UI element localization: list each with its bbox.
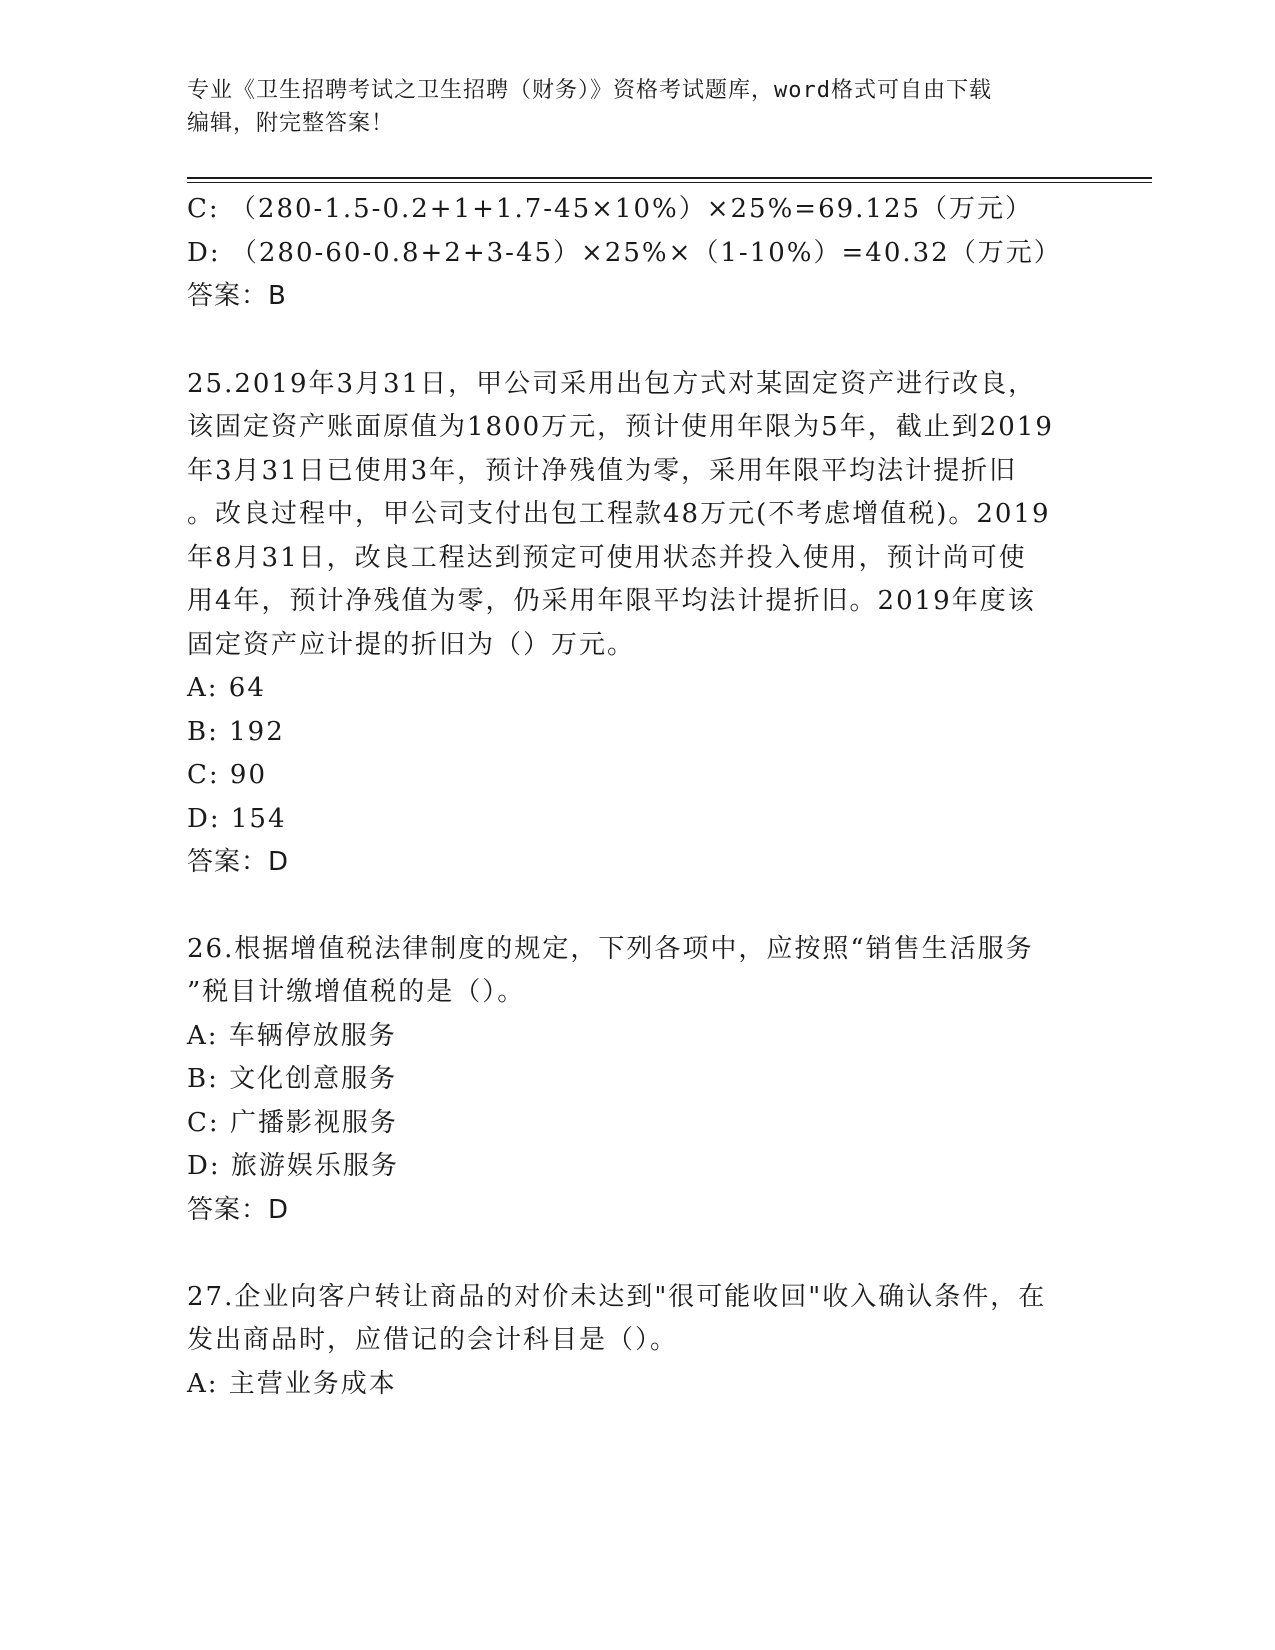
document-header (187, 74, 1067, 140)
question-27-line: 27.企业向客户转让商品的对价未达到"很可能收回"收入确认条件，在 (187, 1282, 1047, 1312)
option-c: C: （280-1.5-0.2+1+1.7-45×10%）×25%=69.125（万元） (187, 194, 1034, 224)
question-25-line: 25.2019年3月31日，甲公司采用出包方式对某固定资产进行改良， (187, 369, 1037, 399)
question-25-line: 年3月31日已使用3年，预计净残值为零，采用年限平均法计提折旧 (187, 456, 1018, 486)
header-rule-thick (187, 177, 1152, 179)
question-26-line: ”税目计缴增值税的是（）。 (187, 977, 526, 1007)
answer: 答案：B (187, 281, 287, 311)
header-line-2: 编辑，附完整答案！ (187, 111, 395, 136)
option-a: A: 主营业务成本 (187, 1369, 397, 1399)
question-25-line: 。改良过程中，甲公司支付出包工程款48万元(不考虑增值税)。2019 (187, 499, 1051, 529)
answer: 答案：D (187, 847, 290, 877)
question-25-line: 用4年，预计净残值为零，仍采用年限平均法计提折旧。2019年度该 (187, 586, 1036, 616)
option-d: D: （280-60-0.8+2+3-45）×25%×（1-10%）=40.32（万元） (187, 238, 1062, 268)
option-b: B: 文化创意服务 (187, 1064, 398, 1094)
question-26-line: 26.根据增值税法律制度的规定，下列各项中，应按照“销售生活服务 (187, 934, 1034, 964)
option-d: D: 旅游娱乐服务 (187, 1151, 399, 1181)
header-rule-thin (187, 182, 1152, 183)
question-25-line: 该固定资产账面原值为1800万元，预计使用年限为5年，截止到2019 (187, 412, 1054, 442)
option-c: C: 广播影视服务 (187, 1108, 398, 1138)
question-27-line: 发出商品时，应借记的会计科目是（）。 (187, 1325, 679, 1355)
header-line-1: 专业《卫生招聘考试之卫生招聘（财务）》资格考试题库，word格式可自由下载 (187, 78, 992, 103)
question-25-line: 固定资产应计提的折旧为（）万元。 (187, 630, 636, 660)
option-d: D: 154 (187, 804, 287, 834)
option-b: B: 192 (187, 717, 285, 747)
option-c: C: 90 (187, 760, 268, 790)
question-25-line: 年8月31日，改良工程达到预定可使用状态并投入使用，预计尚可使 (187, 543, 1027, 573)
answer: 答案：D (187, 1195, 290, 1225)
option-a: A: 64 (187, 673, 266, 703)
option-a: A: 车辆停放服务 (187, 1021, 397, 1051)
